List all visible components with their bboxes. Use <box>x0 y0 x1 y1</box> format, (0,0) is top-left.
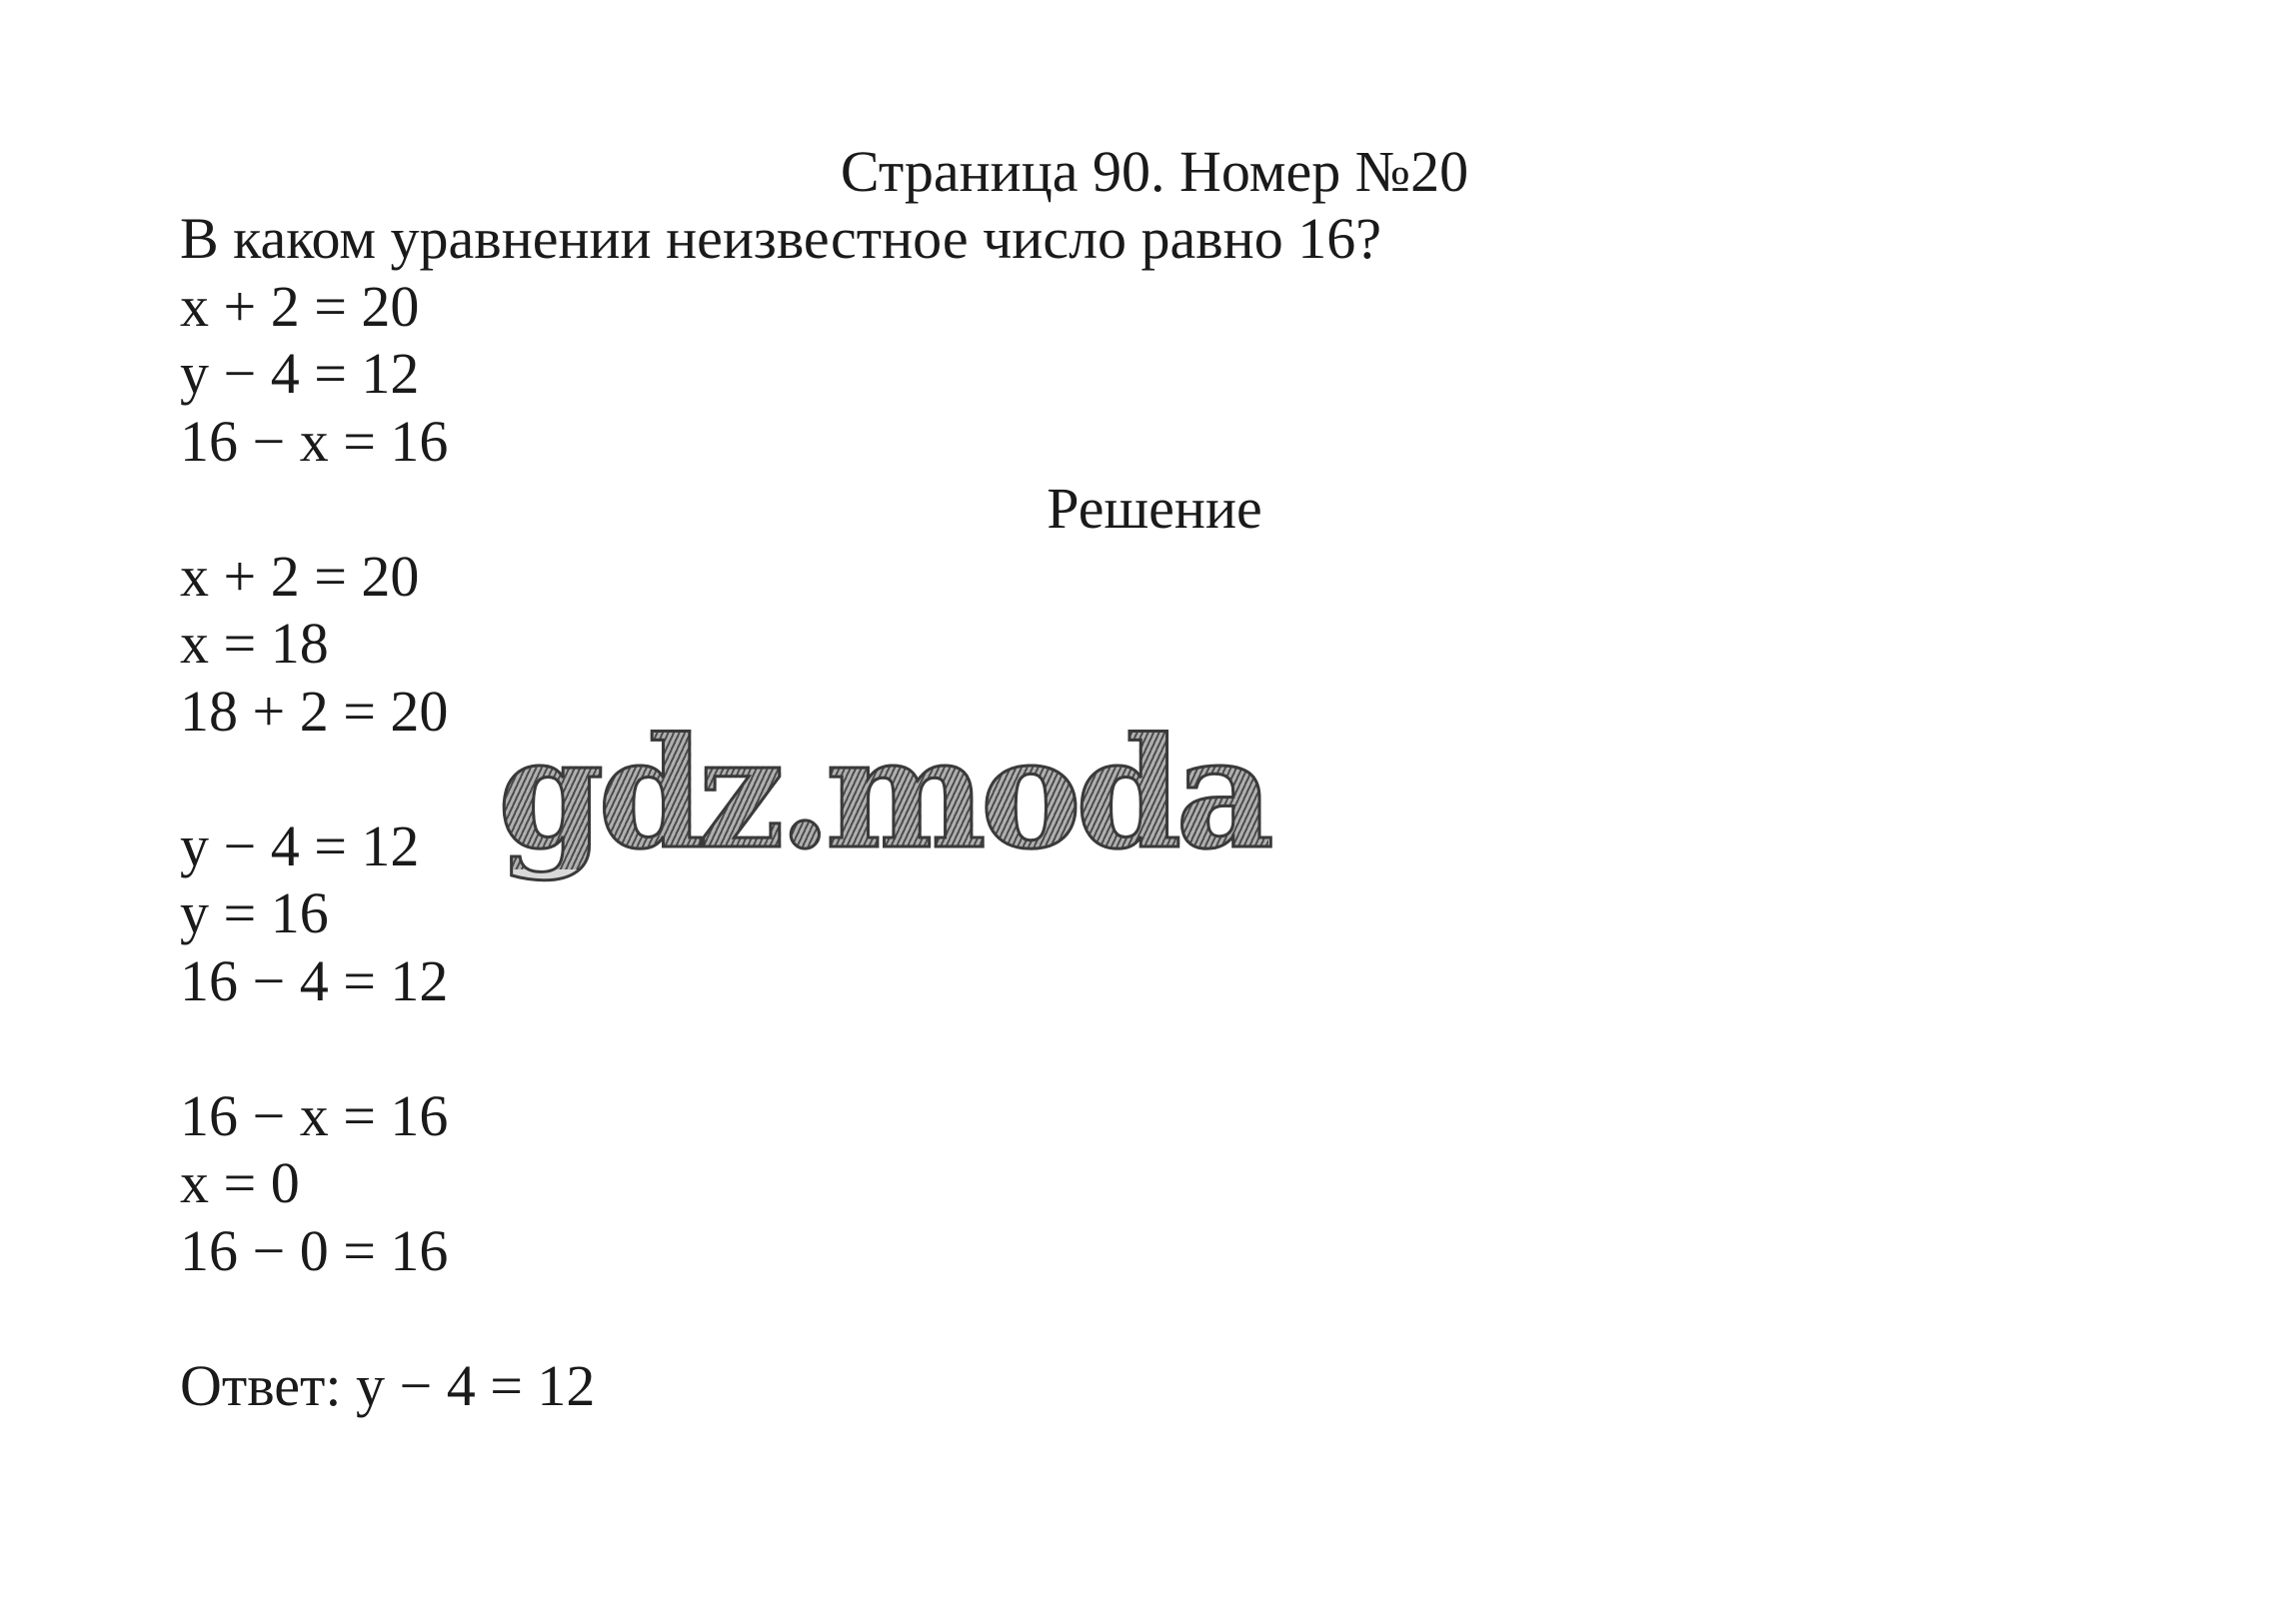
solution-1-line-1: x + 2 = 20 <box>180 543 420 609</box>
watermark-logo: gdz.moda <box>498 704 1268 882</box>
spacer <box>180 1284 1381 1352</box>
solution-1-line-2: x = 18 <box>180 611 329 676</box>
solution-heading: Решение <box>1047 476 1262 541</box>
solution-3-line-2: x = 0 <box>180 1150 300 1215</box>
question-text: В каком уравнении неизвестное число равно 16? <box>180 206 1381 271</box>
solution-2-line-3: 16 − 4 = 12 <box>180 947 449 1013</box>
solution-3-line-3: 16 − 0 = 16 <box>180 1217 449 1283</box>
solution-3-line-1: 16 − x = 16 <box>180 1082 449 1148</box>
solution-2-line-1: y − 4 = 12 <box>180 812 420 878</box>
spacer <box>180 1014 1381 1082</box>
equation-3: 16 − x = 16 <box>180 408 449 474</box>
solution-1-line-3: 18 + 2 = 20 <box>180 678 449 744</box>
solution-2-line-2: y = 16 <box>180 880 329 945</box>
page-title: Страница 90. Номер №20 <box>840 139 1469 204</box>
equation-1: x + 2 = 20 <box>180 273 420 339</box>
answer-text: Ответ: y − 4 = 12 <box>180 1352 596 1418</box>
equation-2: y − 4 = 12 <box>180 341 420 406</box>
